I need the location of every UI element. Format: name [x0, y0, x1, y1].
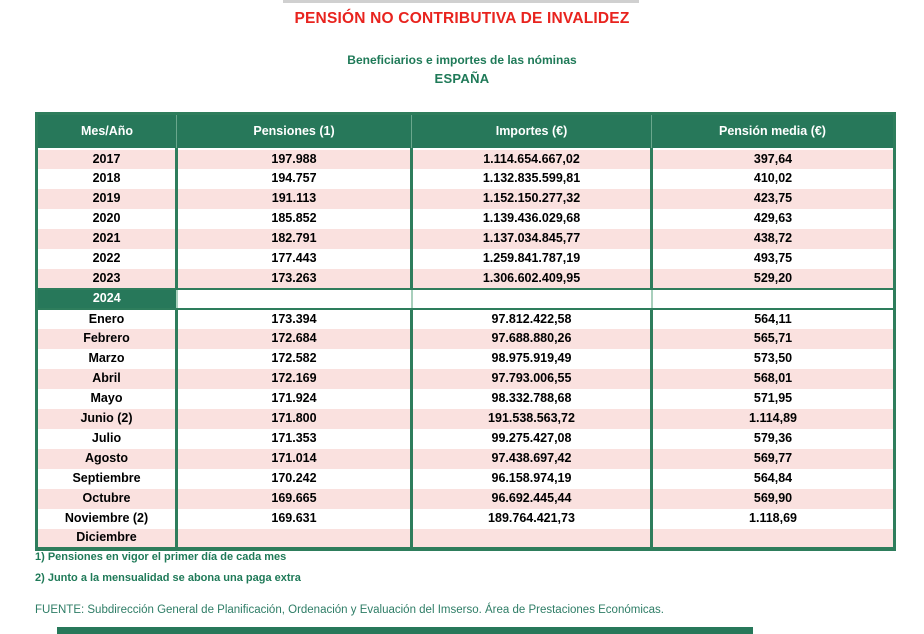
cell-media: 573,50	[652, 349, 895, 369]
header-cell-pensiones: Pensiones (1)	[177, 114, 412, 149]
table-row-septiembre	[37, 469, 895, 489]
cell-label: Febrero	[37, 329, 177, 349]
cell-media: 438,72	[652, 229, 895, 249]
page-title: PENSIÓN NO CONTRIBUTIVA DE INVALIDEZ	[294, 10, 630, 27]
table-row-enero	[37, 309, 895, 329]
cell-importes: 97.793.006,55	[412, 369, 652, 389]
cell-label: Octubre	[37, 489, 177, 509]
table-row-julio	[37, 429, 895, 449]
cell-importes: 1.259.841.787,19	[412, 249, 652, 269]
cell-importes: 1.152.150.277,32	[412, 189, 652, 209]
cell-media: 493,75	[652, 249, 895, 269]
cell-pensiones: 171.800	[177, 409, 412, 429]
cell-importes: 1.137.034.845,77	[412, 229, 652, 249]
pension-table-wrapper	[35, 112, 896, 551]
table-row-2019	[37, 189, 895, 209]
table-row-abril	[37, 369, 895, 389]
cell-pensiones: 197.988	[177, 149, 412, 169]
top-cutoff-strip	[283, 0, 639, 3]
cell-importes: 99.275.427,08	[412, 429, 652, 449]
cell-pensiones: 169.631	[177, 509, 412, 529]
footnote-1: 1) Pensiones en vigor el primer día de cada mes	[35, 551, 287, 563]
cell-importes: 1.132.835.599,81	[412, 169, 652, 189]
cell-pensiones	[177, 529, 412, 549]
cell-importes: 96.692.445,44	[412, 489, 652, 509]
cell-media: 564,84	[652, 469, 895, 489]
cell-importes: 96.158.974,19	[412, 469, 652, 489]
cell-label: Enero	[37, 309, 177, 329]
table-row-2020	[37, 209, 895, 229]
cell-pensiones: 171.014	[177, 449, 412, 469]
cell-pensiones: 194.757	[177, 169, 412, 189]
cell-pensiones: 171.924	[177, 389, 412, 409]
cell-label: 2023	[37, 269, 177, 289]
cell-label: 2017	[37, 149, 177, 169]
section-empty-cell	[412, 289, 652, 309]
table-row-marzo	[37, 349, 895, 369]
table-row-octubre	[37, 489, 895, 509]
cell-importes: 1.306.602.409,95	[412, 269, 652, 289]
table-header	[37, 114, 895, 149]
section-label: 2024	[37, 289, 177, 309]
cell-importes: 98.332.788,68	[412, 389, 652, 409]
cell-pensiones: 185.852	[177, 209, 412, 229]
cell-pensiones: 172.169	[177, 369, 412, 389]
cell-label: Marzo	[37, 349, 177, 369]
source-line: FUENTE: Subdirección General de Planificación, Ordenación y Evaluación del Imserso. Área de Prestaciones Económicas.	[35, 604, 664, 616]
cell-media: 423,75	[652, 189, 895, 209]
cell-media: 529,20	[652, 269, 895, 289]
section-empty-cell	[177, 289, 412, 309]
header-row	[37, 114, 895, 149]
cell-media: 565,71	[652, 329, 895, 349]
cell-label: 2020	[37, 209, 177, 229]
cell-pensiones: 171.353	[177, 429, 412, 449]
header-cell-importes: Importes (€)	[412, 114, 652, 149]
cell-pensiones: 182.791	[177, 229, 412, 249]
table-row-agosto	[37, 449, 895, 469]
cell-label: Septiembre	[37, 469, 177, 489]
cell-label: Noviembre (2)	[37, 509, 177, 529]
table-row-2023	[37, 269, 895, 289]
cell-pensiones: 177.443	[177, 249, 412, 269]
cell-importes: 97.438.697,42	[412, 449, 652, 469]
table-row-2018	[37, 169, 895, 189]
cell-label: 2019	[37, 189, 177, 209]
cell-media: 564,11	[652, 309, 895, 329]
cell-media: 1.118,69	[652, 509, 895, 529]
table-row-mayo	[37, 389, 895, 409]
cell-media: 429,63	[652, 209, 895, 229]
cell-importes	[412, 529, 652, 549]
cell-media	[652, 529, 895, 549]
header-cell-mes: Mes/Año	[37, 114, 177, 149]
cell-media: 568,01	[652, 369, 895, 389]
footnote-2: 2) Junto a la mensualidad se abona una paga extra	[35, 572, 301, 584]
cell-label: Julio	[37, 429, 177, 449]
page-subtitle: Beneficiarios e importes de las nóminas	[347, 53, 577, 67]
cell-media: 569,90	[652, 489, 895, 509]
header-cell-media: Pensión media (€)	[652, 114, 895, 149]
cell-label: Abril	[37, 369, 177, 389]
cell-label: Diciembre	[37, 529, 177, 549]
cell-importes: 97.812.422,58	[412, 309, 652, 329]
table-row-2017	[37, 149, 895, 169]
table-row-noviembre	[37, 509, 895, 529]
table-row-junio	[37, 409, 895, 429]
cell-importes: 1.139.436.029,68	[412, 209, 652, 229]
cell-media: 397,64	[652, 149, 895, 169]
table-body	[37, 149, 895, 549]
cell-importes: 191.538.563,72	[412, 409, 652, 429]
cell-importes: 189.764.421,73	[412, 509, 652, 529]
section-empty-cell	[652, 289, 895, 309]
cell-label: Mayo	[37, 389, 177, 409]
cell-media: 569,77	[652, 449, 895, 469]
cell-pensiones: 173.263	[177, 269, 412, 289]
cell-importes: 98.975.919,49	[412, 349, 652, 369]
table-row-2021	[37, 229, 895, 249]
cell-pensiones: 169.665	[177, 489, 412, 509]
cell-pensiones: 170.242	[177, 469, 412, 489]
cell-label: 2018	[37, 169, 177, 189]
cell-label: Agosto	[37, 449, 177, 469]
cell-media: 1.114,89	[652, 409, 895, 429]
cell-media: 579,36	[652, 429, 895, 449]
table-row-febrero	[37, 329, 895, 349]
cell-label: 2022	[37, 249, 177, 269]
cell-pensiones: 172.582	[177, 349, 412, 369]
cell-importes: 1.114.654.667,02	[412, 149, 652, 169]
cell-label: Junio (2)	[37, 409, 177, 429]
cell-media: 571,95	[652, 389, 895, 409]
table-row-diciembre	[37, 529, 895, 549]
cell-importes: 97.688.880,26	[412, 329, 652, 349]
bottom-cutoff-bar	[57, 627, 753, 634]
cell-media: 410,02	[652, 169, 895, 189]
cell-pensiones: 191.113	[177, 189, 412, 209]
cell-pensiones: 172.684	[177, 329, 412, 349]
table-section-row-2024	[37, 289, 895, 309]
cell-label: 2021	[37, 229, 177, 249]
table-row-2022	[37, 249, 895, 269]
pension-table	[35, 112, 896, 551]
cell-pensiones: 173.394	[177, 309, 412, 329]
region-label: ESPAÑA	[434, 71, 490, 86]
